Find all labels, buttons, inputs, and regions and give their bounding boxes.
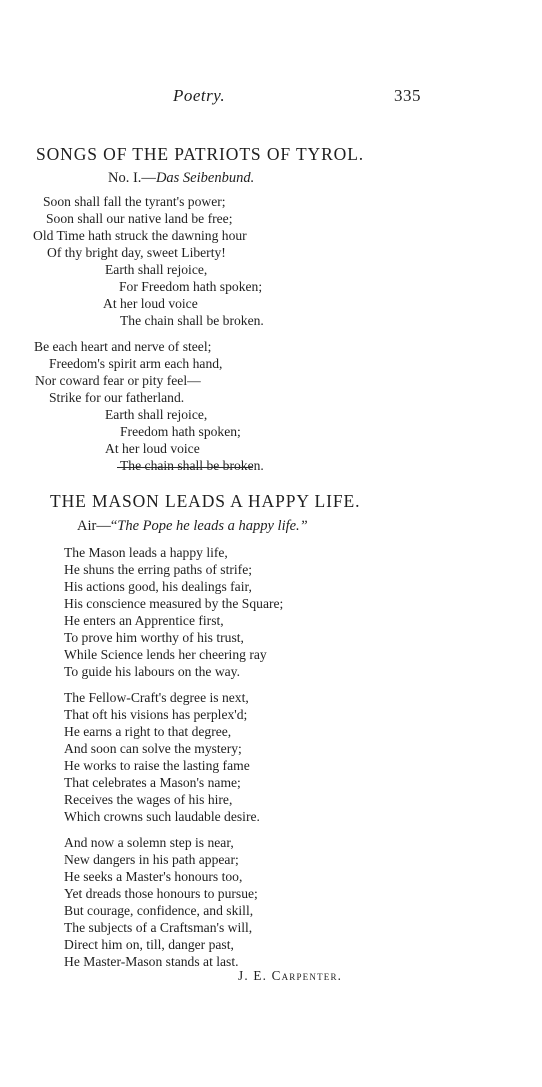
verse-line: He seeks a Master's honours too, [64,869,243,884]
verse-line: Be each heart and nerve of steel; [34,339,212,354]
verse-line: Direct him on, till, danger past, [64,937,234,952]
verse-line: The Mason leads a happy life, [64,545,228,560]
verse-line: He enters an Apprentice first, [64,613,224,628]
poem-subtitle-tyrol [108,170,254,187]
section-divider [117,467,253,468]
verse-line: For Freedom hath spoken; [119,279,263,294]
page-number: 335 [394,86,421,105]
verse-line: The subjects of a Craftsman's will, [64,920,253,935]
verse-line: He Master-Mason stands at last. [64,954,239,969]
verse-line: At her loud voice [103,296,198,311]
verse-line: And now a solemn step is near, [64,835,234,850]
author-signature: J. E. Carpenter. [238,968,343,983]
verse-line: To guide his labours on the way. [64,664,240,679]
verse-line: Nor coward fear or pity feel— [35,373,201,388]
verse-line: Earth shall rejoice, [105,262,208,277]
verse-line: That oft his visions has perplex'd; [64,707,248,722]
poem-subtitle-mason [77,518,308,535]
verse-line: To prove him worthy of his trust, [64,630,244,645]
verse-line: And soon can solve the mystery; [64,741,242,756]
verse-line: Yet dreads those honours to pursue; [64,886,258,901]
verse-line: The chain shall be broken. [120,458,264,473]
running-head: Poetry. [173,86,226,105]
verse-line: Freedom hath spoken; [120,424,241,439]
subtitle-prefix: Air—“ [77,518,118,534]
verse-line: At her loud voice [105,441,200,456]
poem-title-mason: THE MASON LEADS A HAPPY LIFE. [50,491,361,511]
verse-line: Of thy bright day, sweet Liberty! [47,245,226,260]
verse-line: Receives the wages of his hire, [64,792,233,807]
verse-line: His actions good, his dealings fair, [64,579,252,594]
verse-line: Strike for our fatherland. [49,390,185,405]
verse-line: Earth shall rejoice, [105,407,208,422]
verse-line: That celebrates a Mason's name; [64,775,241,790]
subtitle-italic: Das Seibenbund. [155,170,255,186]
verse-line: Freedom's spirit arm each hand, [49,356,223,371]
verse-line: He shuns the erring paths of strife; [64,562,253,577]
verse-line: He earns a right to that degree, [64,724,232,739]
verse-line: New dangers in his path appear; [64,852,239,867]
subtitle-prefix: No. I.— [108,170,156,186]
verse-line: The chain shall be broken. [120,313,264,328]
poem-title-tyrol: SONGS OF THE PATRIOTS OF TYROL. [36,144,365,164]
verse-line: He works to raise the lasting fame [64,758,250,773]
verse-line: Which crowns such laudable desire. [64,809,260,824]
verse-line: Soon shall fall the tyrant's power; [43,194,226,209]
verse-line: His conscience measured by the Square; [64,596,284,611]
verse-line: The Fellow-Craft's degree is next, [64,690,249,705]
verse-line: But courage, confidence, and skill, [64,903,254,918]
verse-line: Old Time hath struck the dawning hour [33,228,247,243]
verse-line: Soon shall our native land be free; [46,211,233,226]
subtitle-italic: The Pope he leads a happy life.” [117,518,308,534]
verse-line: While Science lends her cheering ray [64,647,267,662]
